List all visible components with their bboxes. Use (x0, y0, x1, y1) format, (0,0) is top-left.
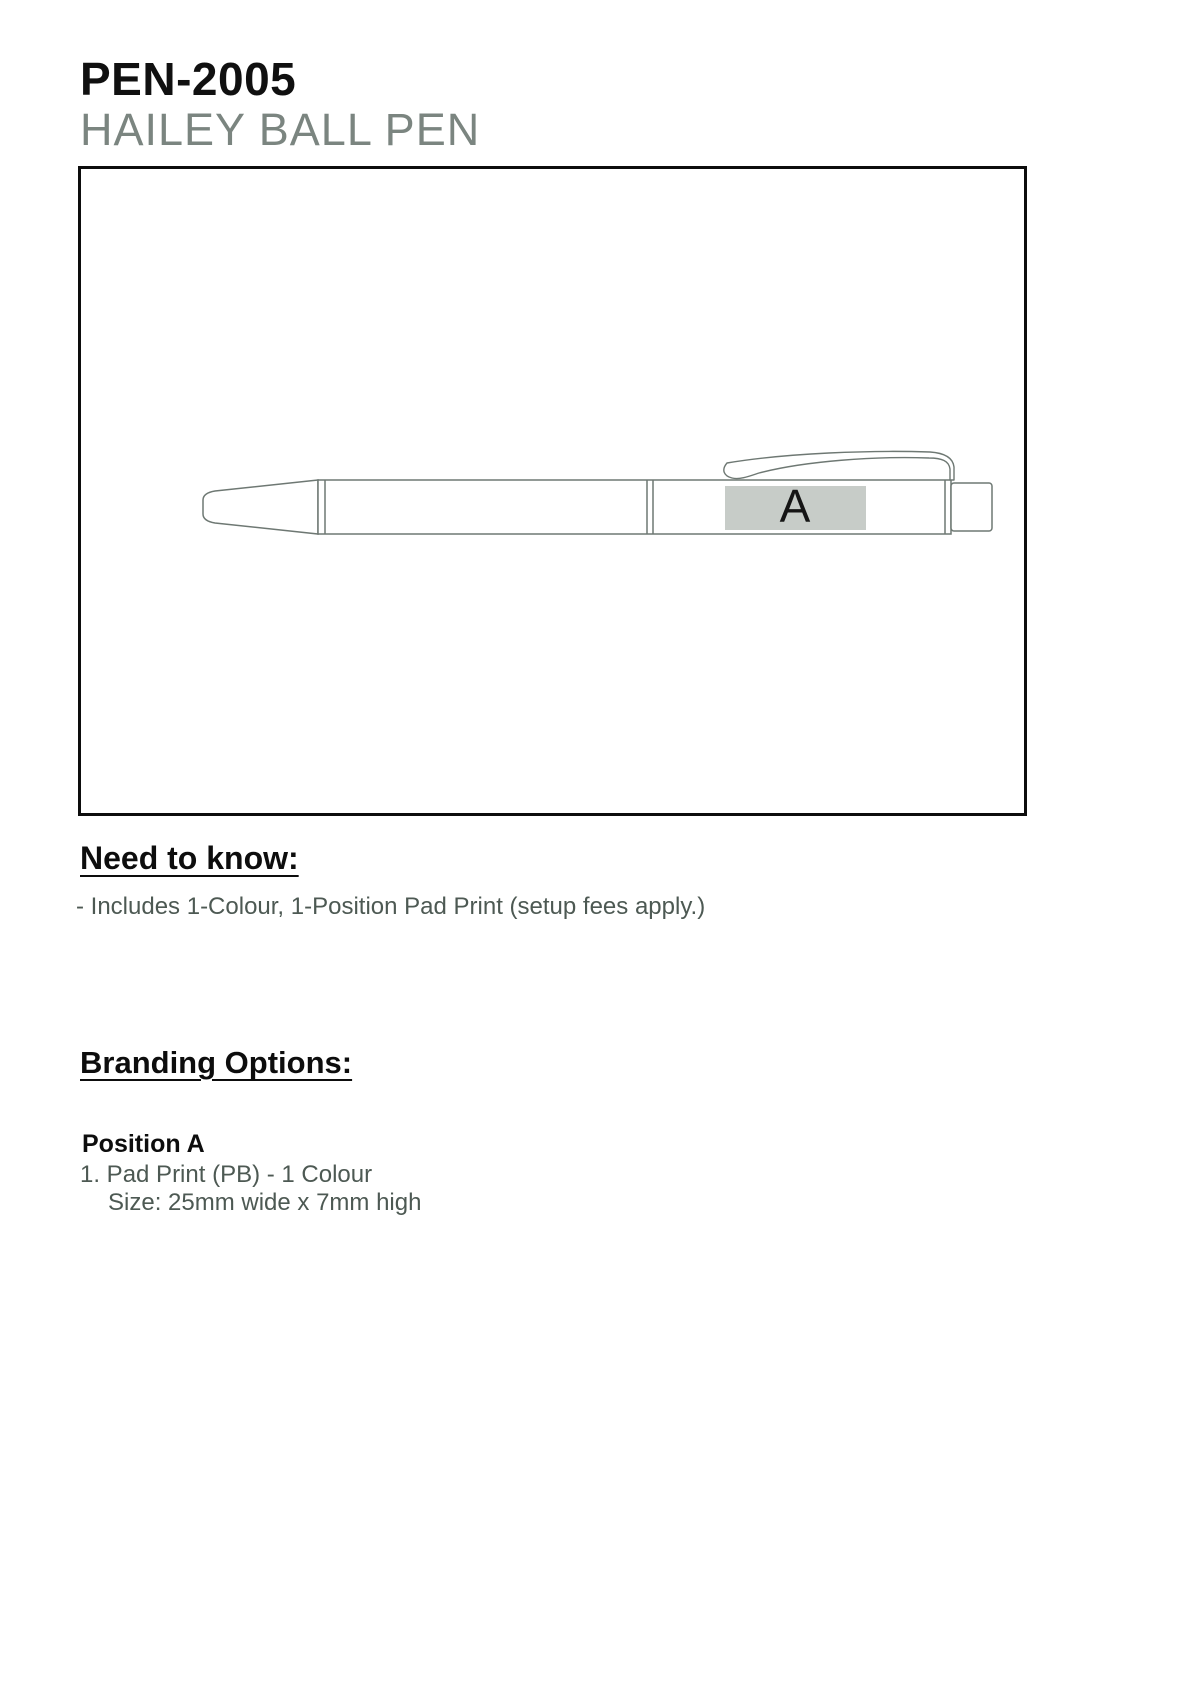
position-a-heading: Position A (82, 1130, 205, 1158)
need-to-know-heading: Need to know: (80, 840, 299, 876)
branding-options-heading: Branding Options: (80, 1045, 353, 1080)
position-a-detail-line: 1. Pad Print (PB) - 1 Colour (80, 1161, 373, 1188)
product-image-frame (78, 166, 1027, 816)
product-code-title: PEN-2005 (80, 53, 297, 105)
pen-illustration (81, 169, 1024, 813)
pen-end-cap (951, 483, 992, 531)
need-to-know-item: - Includes 1-Colour, 1-Position Pad Print (setup fees apply.) (76, 893, 706, 920)
print-area-a-label: A (779, 480, 811, 532)
product-name-subtitle: HAILEY BALL PEN (80, 104, 481, 155)
pen-tip-icon (203, 480, 318, 534)
position-a-size-line: Size: 25mm wide x 7mm high (108, 1189, 422, 1216)
pen-clip-icon (724, 451, 954, 480)
